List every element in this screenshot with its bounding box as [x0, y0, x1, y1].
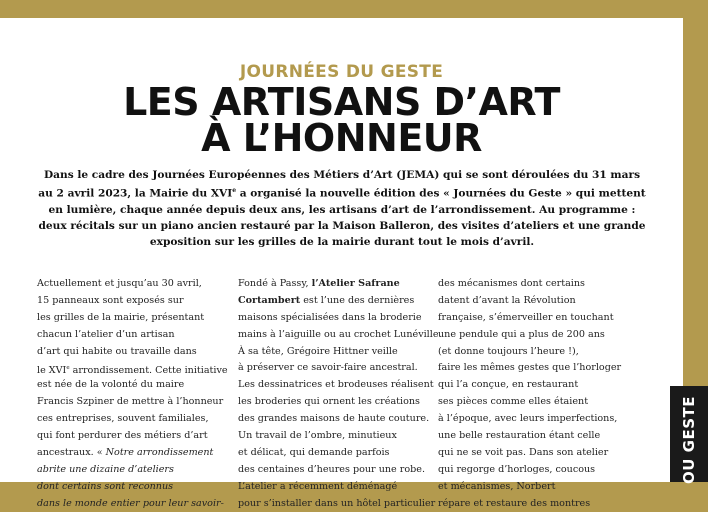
page-title: [0, 80, 683, 160]
text-line: faire les mêmes gestes que l’horloger: [438, 362, 622, 374]
text-line: pour s’installer dans un hôtel particulier: [238, 497, 436, 509]
title-line-1: LES ARTISANS D’ART: [123, 80, 560, 124]
text-line: maisons spécialisées dans la broderie: [238, 311, 422, 323]
text-line: Actuellement et jusqu’au 30 avril,: [37, 278, 202, 289]
text-line: Les dessinatrices et brodeuses réalisent: [238, 379, 434, 391]
intro-line: au 2 avril 2023, la Mairie du XVIe a organisé la nouvelle édition des « Journées du Geste » qui mettent: [38, 187, 646, 200]
text-line: L’atelier a récemment déménagé: [238, 480, 398, 492]
text-line: abrite une dizaine d’ateliers: [37, 463, 174, 475]
text-line: qui l’a conçue, en restaurant: [438, 379, 579, 391]
kicker: JOURNÉES DU GESTE: [239, 62, 444, 82]
intro-line: exposition sur les grilles de la mairie durant tout le mois d’avril.: [149, 235, 535, 248]
section-side-tab: [670, 386, 708, 482]
text-line: d’art qui habite ou travaille dans: [37, 345, 197, 357]
text-line: à préserver ce savoir-faire ancestral.: [238, 362, 418, 374]
text-line: répare et restaure des montres: [438, 497, 591, 509]
text-line: des centaines d’heures pour une robe.: [238, 463, 426, 475]
text-line: le XVIe arrondissement. Cette initiative: [37, 365, 228, 377]
text-line: Francis Szpiner de mettre à l’honneur: [37, 396, 224, 408]
text-line: ces entreprises, souvent familiales,: [37, 413, 209, 425]
text-line: et mécanismes, Norbert: [438, 480, 556, 492]
intro-line: deux récitals sur un piano ancien restauré par la Maison Balleron, des visites d’ateliers et une grande: [38, 219, 646, 232]
text-line: À sa tête, Grégoire Hittner veille: [238, 345, 398, 357]
text-line: des mécanismes dont certains: [438, 278, 585, 289]
text-line: les grilles de la mairie, présentant: [37, 311, 205, 323]
text-column-2: [238, 276, 442, 512]
article-page: [0, 18, 683, 509]
text-line: une pendule qui a plus de 200 ans: [438, 328, 605, 340]
text-column-3: [438, 276, 638, 512]
text-line: chacun l’atelier d’un artisan: [37, 328, 175, 340]
text-line: une belle restauration étant celle: [438, 430, 601, 442]
section-side-tab-label: OU GESTE: [680, 396, 698, 484]
text-line: qui font perdurer des métiers d’art: [37, 430, 208, 442]
text-line: datent d’avant la Révolution: [438, 294, 576, 306]
text-line: dont certains sont reconnus: [37, 480, 174, 492]
title-line-2: À L’HONNEUR: [201, 116, 482, 160]
text-line: des grandes maisons de haute couture.: [238, 413, 430, 425]
text-line: qui ne se voit pas. Dans son atelier: [438, 446, 609, 458]
text-line: dans le monde entier pour leur savoir-: [37, 497, 224, 509]
text-line: française, s’émerveiller en touchant: [438, 311, 614, 323]
text-line: qui regorge d’horloges, coucous: [438, 463, 596, 475]
text-line: est née de la volonté du maire: [37, 379, 185, 391]
text-line: 15 panneaux sont exposés sur: [37, 294, 184, 306]
intro-line: Dans le cadre des Journées Européennes des Métiers d’Art (JEMA) qui se sont déroulées du 31 mars: [43, 169, 641, 181]
text-line: Un travail de l’ombre, minutieux: [238, 430, 397, 442]
text-line: mains à l’aiguille ou au crochet Lunéville.: [238, 328, 442, 340]
intro-paragraph: [38, 167, 646, 250]
text-line: ses pièces comme elles étaient: [438, 396, 589, 408]
top-gold-band: [0, 0, 708, 18]
text-line: Fondé à Passy, l’Atelier Safrane: [238, 278, 400, 289]
text-line: les broderies qui ornent les créations: [238, 396, 420, 408]
text-line: à l’époque, avec leurs imperfections,: [438, 413, 618, 425]
text-line: Cortambert est l’une des dernières: [238, 294, 415, 306]
text-line: ancestraux. « Notre arrondissement: [37, 446, 214, 458]
text-column-1: [37, 276, 227, 512]
intro-line: en lumière, chaque année depuis deux ans, les artisans d’art de l’arrondissement. Au programme :: [48, 203, 636, 216]
text-line: (et donne toujours l’heure !),: [438, 345, 579, 357]
text-line: et délicat, qui demande parfois: [238, 446, 390, 458]
